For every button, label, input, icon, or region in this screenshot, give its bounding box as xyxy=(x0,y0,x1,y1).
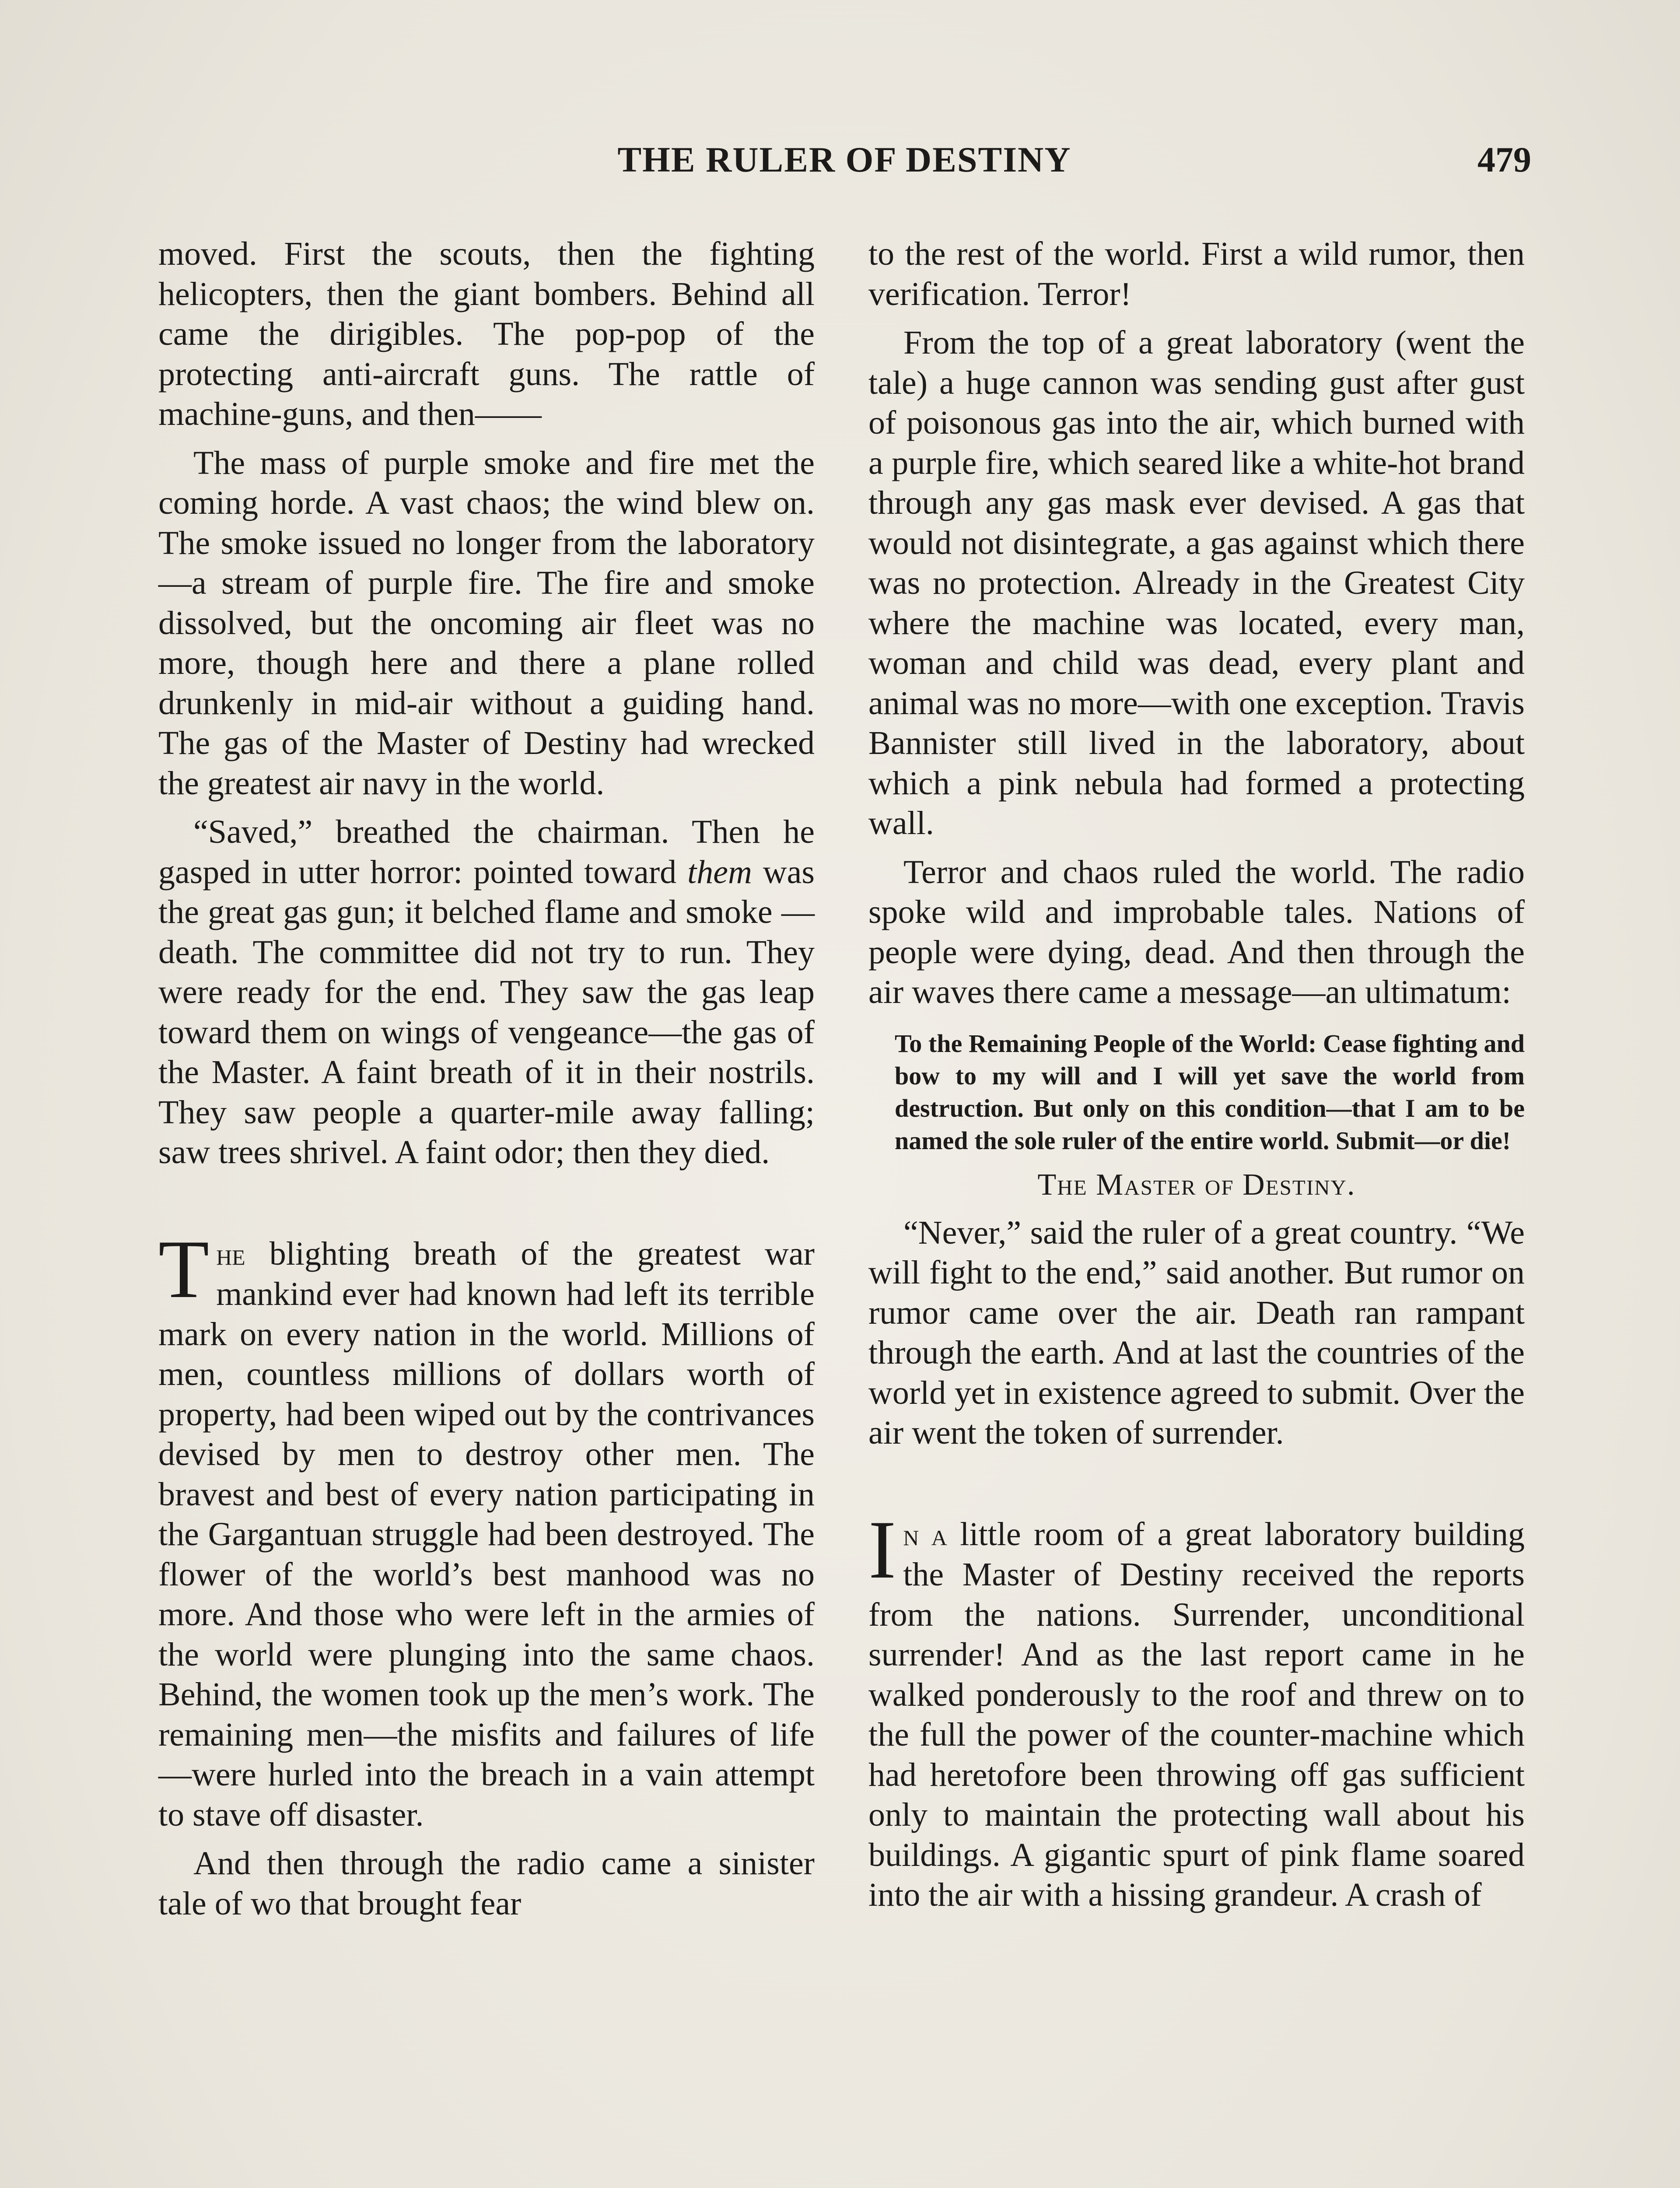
paragraph: “Never,” said the ruler of a great country. “We will fight to the end,” said another. But rumor on rumor came over the air. Death ran rampant through the earth. And at last the countries of the world yet in existence agreed to submit. Over the air went the token of surrender. xyxy=(868,1214,1525,1451)
drop-cap: T xyxy=(158,1223,210,1315)
running-title: THE RULER OF DESTINY xyxy=(617,140,1071,179)
small-caps-lead: he xyxy=(216,1236,245,1272)
right-column xyxy=(868,234,1525,1915)
running-header xyxy=(158,136,1531,184)
ultimatum-signature: The Master of Destiny. xyxy=(1037,1168,1356,1202)
paragraph-text: little room of a great laboratory building the Master of Destiny received the reports from the nations. Surrender, unconditional surrender! And as the last report came in he walked ponderously to the roof and threw on to the full the power of the counter-machine which had heretofore been throwing off gas sufficient only to maintain the protecting wall about his buildings. A gigantic spurt of pink flame soared into the air with a hissing grandeur. A crash of xyxy=(868,1515,1525,1913)
paragraph: The mass of purple smoke and fire met the coming horde. A vast chaos; the wind blew on. The smoke issued no longer from the laboratory—a stream of purple fire. The fire and smoke dissolved, but the oncoming air fleet was no more, though here and there a plane rolled drunkenly in mid-air without a guiding hand. The gas of the Master of Destiny had wrecked the greatest air navy in the world. xyxy=(158,444,815,802)
page-number: 479 xyxy=(1477,140,1531,179)
paragraph: Terror and chaos ruled the world. The radio spoke wild and improbable tales. Nations of people were dying, dead. And then through the air waves there came a message—an ultimatum: xyxy=(868,853,1525,1010)
drop-cap: I xyxy=(868,1504,896,1596)
paragraph: And then through the radio came a sinister tale of wo that brought fear xyxy=(158,1845,815,1922)
paragraph: moved. First the scouts, then the fighting helicopters, then the giant bombers. Behind all came the dirigibles. The pop-pop of the protecting anti-aircraft guns. The rattle of machine-guns, and then—— xyxy=(158,235,815,432)
paragraph-text: “Saved,” breathed the chairman. Then he gasped in utter horror: pointed toward xyxy=(158,813,815,891)
paragraph-text: blighting breath of the greatest war mankind ever had known had left its terrible mark on every nation in the world. Millions of men, countless millions of dollars worth of property, had been wiped out by the contrivances devised by men to destroy other men. The bravest and best of every nation participating in the Gargantuan struggle had been destroyed. The flower of the world’s best manhood was no more. And those who were left in the armies of the world were plunging into the same chaos. Behind, the women took up the men’s work. The remaining men—the misfits and failures of life —were hurled into the breach in a vain attempt to stave off disaster. xyxy=(158,1235,815,1833)
paragraph: to the rest of the world. First a wild rumor, then verification. Terror! xyxy=(868,235,1525,312)
paragraph xyxy=(158,812,815,1173)
ultimatum-notice: To the Remaining People of the World: Cease fighting and bow to my will and I will yet save the world from destruction. But only on this condition—that I am to be named the sole ruler of the entire world. Submit—or die! xyxy=(895,1029,1525,1155)
section-opening-paragraph xyxy=(868,1504,1525,1915)
paragraph-text: was the great gas gun; it belched flame and smoke —death. The committee did not try to run. They were ready for the end. They saw the gas leap toward them on wings of vengeance—the gas of the Master. A faint breath of it in their nostrils. They saw people a quarter-mile away falling; saw trees shrivel. A faint odor; then they died. xyxy=(158,853,815,1171)
section-opening-paragraph xyxy=(158,1223,815,1835)
small-caps-lead: n a xyxy=(903,1517,947,1552)
left-column xyxy=(158,234,815,1924)
paragraph: From the top of a great laboratory (went the tale) a huge cannon was sending gust after gust of poisonous gas into the air, which burned with a purple fire, which seared like a white-hot brand through any gas mask ever devised. A gas that would not disintegrate, a gas against which there was no protection. Already in the Greatest City where the machine was located, every man, woman and child was dead, every plant and animal was no more—with one exception. Travis Bannister still lived in the laboratory, about which a pink nebula had formed a protecting wall. xyxy=(868,324,1525,842)
italic-word: them xyxy=(687,853,752,891)
